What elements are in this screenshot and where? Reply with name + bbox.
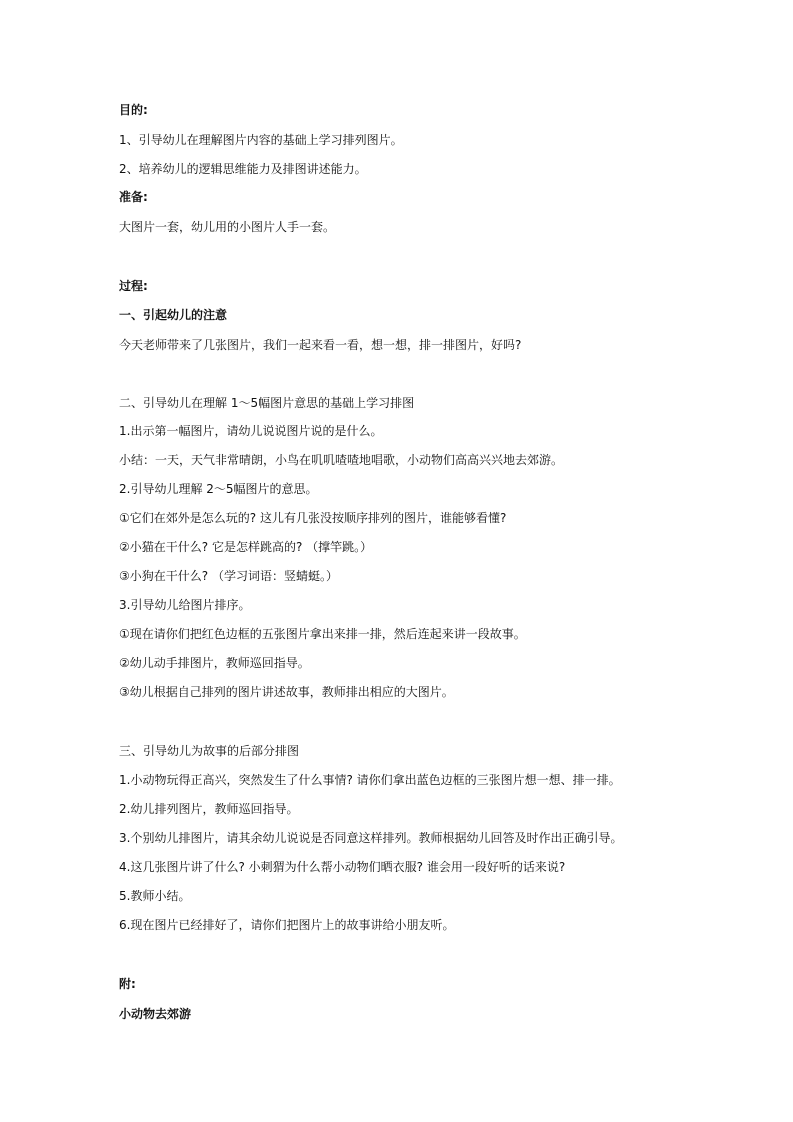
section-3-step-6: 6.现在图片已经排好了，请你们把图片上的故事讲给小朋友听。 (119, 918, 455, 932)
section-2-step-2: 2.引导幼儿理解 2～5幅图片的意思。 (119, 482, 318, 496)
section-2-step-3-sub-1: ①现在请你们把红色边框的五张图片拿出来排一排，然后连起来讲一段故事。 (119, 627, 526, 641)
section-2-step-3-sub-2: ②幼儿动手排图片，教师巡回指导。 (119, 656, 310, 670)
section-2-summary: 小结：一天，天气非常晴朗，小鸟在叽叽喳喳地唱歌，小动物们高高兴兴地去郊游。 (119, 453, 564, 467)
heading-process: 过程: (119, 279, 148, 293)
section-1-text: 今天老师带来了几张图片，我们一起来看一看，想一想，排一排图片，好吗? (119, 338, 522, 352)
section-2-step-2-sub-2: ②小猫在干什么? 它是怎样跳高的? （撑竿跳。） (119, 540, 373, 554)
section-2-step-2-sub-3: ③小狗在干什么? （学习词语：竖蜻蜓。） (119, 569, 338, 583)
section-2-heading: 二、引导幼儿在理解 1～5幅图片意思的基础上学习排图 (119, 396, 415, 410)
section-3-step-5: 5.教师小结。 (119, 889, 191, 903)
section-3-step-4: 4.这几张图片讲了什么? 小刺猬为什么帮小动物们晒衣服? 谁会用一段好听的话来说? (119, 860, 566, 874)
section-3-step-3: 3.个别幼儿排图片，请其余幼儿说说是否同意这样排列。教师根据幼儿回答及时作出正确引导。 (119, 831, 623, 845)
appendix-story-title: 小动物去郊游 (119, 1007, 192, 1021)
section-3-step-1: 1.小动物玩得正高兴，突然发生了什么事情? 请你们拿出蓝色边框的三张图片想一想、排一排。 (119, 773, 621, 787)
purpose-item-1: 1、引导幼儿在理解图片内容的基础上学习排列图片。 (119, 133, 403, 147)
section-2-step-2-sub-1: ①它们在郊外是怎么玩的? 这儿有几张没按顺序排列的图片，谁能够看懂? (119, 511, 507, 525)
section-1-heading: 一、引起幼儿的注意 (119, 308, 228, 322)
heading-preparation: 准备: (119, 190, 148, 204)
section-2-step-3-sub-3: ③幼儿根据自己排列的图片讲述故事，教师排出相应的大图片。 (119, 685, 454, 699)
heading-appendix: 附: (119, 977, 136, 991)
preparation-text: 大图片一套，幼儿用的小图片人手一套。 (119, 220, 336, 234)
purpose-item-2: 2、培养幼儿的逻辑思维能力及排图讲述能力。 (119, 162, 367, 176)
section-3-heading: 三、引导幼儿为故事的后部分排图 (119, 744, 300, 758)
section-3-step-2: 2.幼儿排列图片，教师巡回指导。 (119, 802, 299, 816)
section-2-step-3: 3.引导幼儿给图片排序。 (119, 598, 251, 612)
heading-purpose: 目的: (119, 103, 148, 117)
section-2-step-1: 1.出示第一幅图片，请幼儿说说图片说的是什么。 (119, 424, 383, 438)
